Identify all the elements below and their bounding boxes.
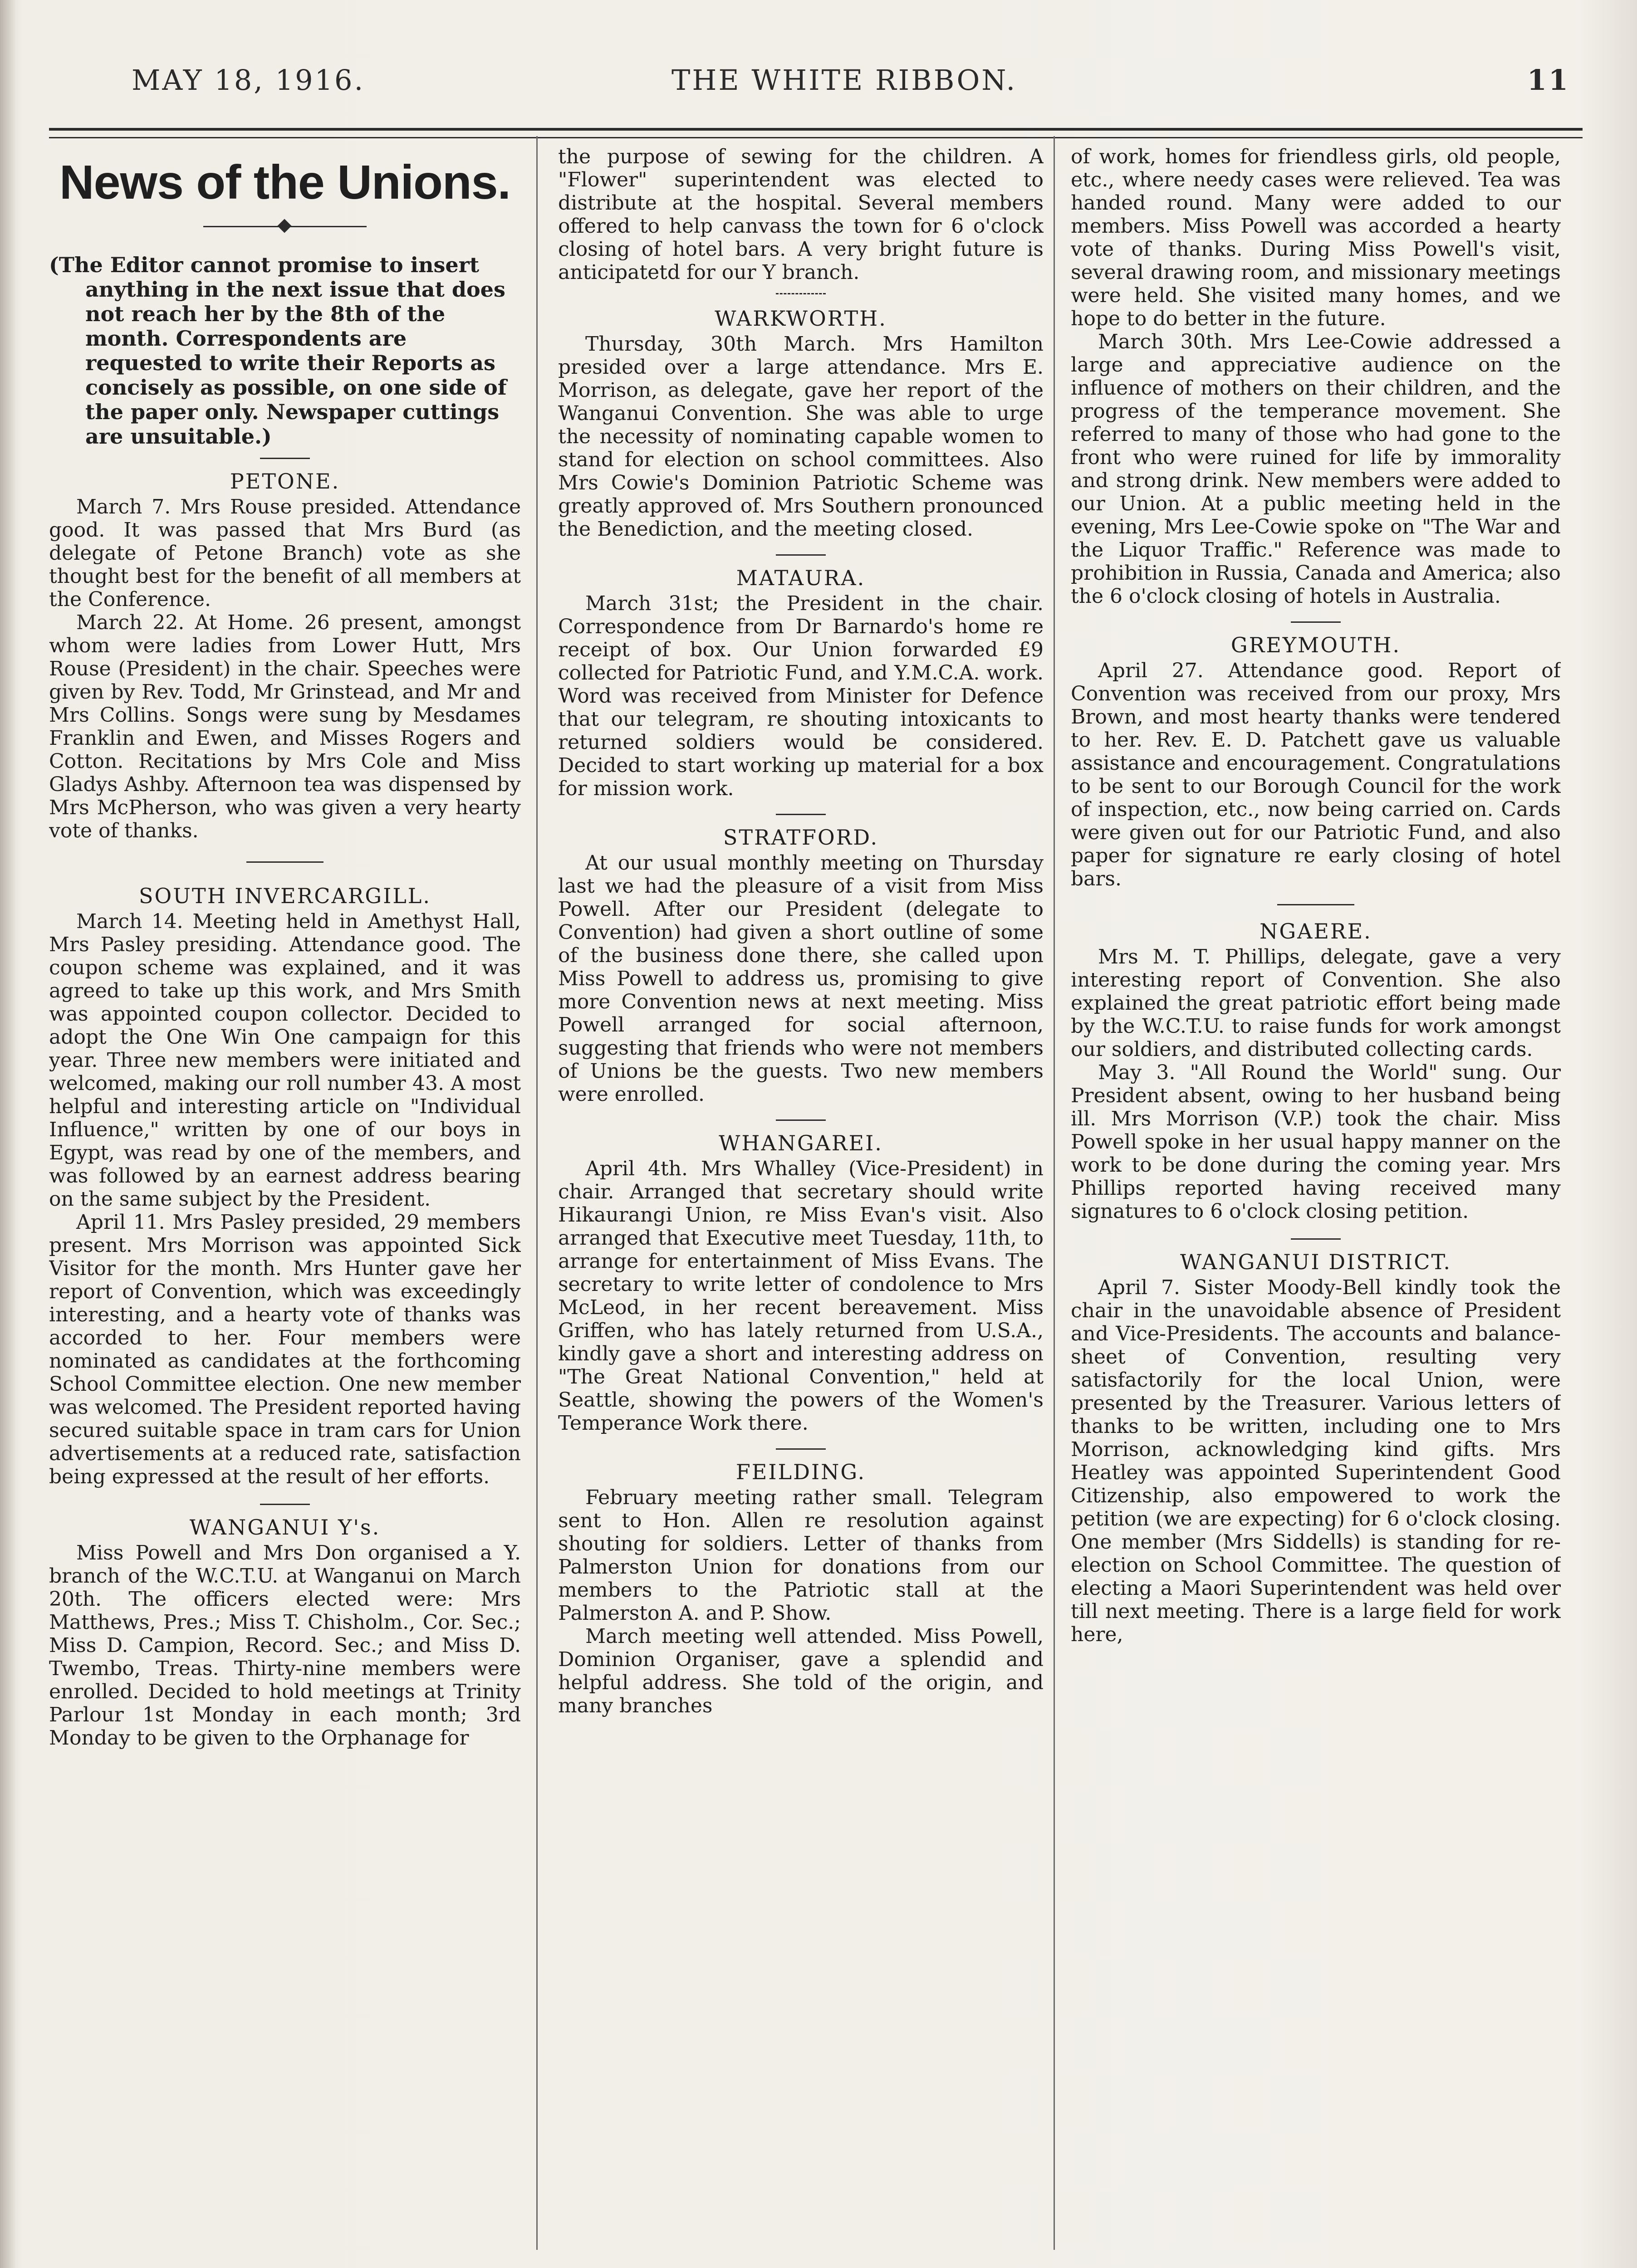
report-paragraph: May 3. "All Round the World" sung. Our President absent, owing to her husband being ill. Mrs Morrison (V.P.) took the chair. Miss Powell spoke in her usual happy manner on the work to be done during the coming year. Mrs Phillips reported having received many signatures to 6 o'clock closing petition. (1071, 1061, 1561, 1223)
divider (776, 554, 826, 556)
continued-text (558, 145, 1044, 284)
union-report-warkworth (558, 306, 1044, 541)
union-report-wanganui-ys (49, 1515, 521, 1750)
union-report-south-invercargill (49, 884, 521, 1488)
divider (246, 861, 323, 863)
column-1 (49, 145, 521, 2268)
union-heading: WANGANUI DISTRICT. (1180, 1250, 1452, 1274)
issue-date: MAY 18, 1916. (132, 64, 365, 97)
page-binding-edge (0, 0, 15, 2268)
union-report-whangarei (558, 1131, 1044, 1435)
divider (260, 1504, 310, 1505)
column-separator (536, 136, 538, 2250)
union-report-mataura (558, 566, 1044, 800)
section-masthead: News of the Unions. (59, 156, 510, 209)
report-paragraph: April 11. Mrs Pasley presided, 29 members present. Mrs Morrison was appointed Sick Visitor for the month. Mrs Hunter gave her report of Convention, which was exceedingly interesting, and a hearty vote of thanks was accorded to her. Four members were nominated as candidates at the forthcoming School Committee election. One new member was welcomed. The President reported having secured suitable space in tram cars for Union advertisements at a reduced rate, satisfaction being expressed at the result of her efforts. (49, 1211, 521, 1488)
union-heading: WHANGAREI. (719, 1131, 883, 1155)
report-paragraph: of work, homes for friendless girls, old people, etc., where needy cases were relieved. Tea was handed round. Many were added to our members. Miss Powell was accorded a hearty vote of thanks. During Miss Powell's visit, several drawing room, and missionary meetings were held. She visited many homes, and we hope to do better in the future. (1071, 145, 1561, 330)
divider (1291, 1238, 1341, 1240)
report-paragraph: April 4th. Mrs Whalley (Vice-President) in chair. Arranged that secretary should write Hikaurangi Union, re Miss Evan's visit. Also arranged that Executive meet Tuesday, 11th, to arrange for entertainment of Miss Evans. The secretary to write letter of condolence to Mrs McLeod, in her recent bereavement. Miss Griffen, who has lately returned from U.S.A., kindly gave a short and interesting address on "The Great National Convention," held at Seattle, showing the powers of the Women's Temperance Work there. (558, 1157, 1044, 1435)
report-paragraph: April 27. Attendance good. Report of Convention was received from our proxy, Mrs Brown, and most hearty thanks were tendered to her. Rev. E. D. Patchett gave us valuable assistance and encouragement. Congratulations to be sent to our Borough Council for the work of inspection, etc., now being carried on. Cards were given out for our Patriotic Fund, and also paper for signature re early closing of hotel bars. (1071, 659, 1561, 890)
report-paragraph: March 22. At Home. 26 present, amongst whom were ladies from Lower Hutt, Mrs Rouse (President) in the chair. Speeches were given by Rev. Todd, Mr Grinstead, and Mr and Mrs Collins. Songs were sung by Mesdames Franklin and Ewen, and Misses Rogers and Cotton. Recitations by Mrs Cole and Miss Gladys Ashby. Afternoon tea was dispensed by Mrs McPherson, who was given a very hearty vote of thanks. (49, 611, 521, 842)
report-paragraph: March 30th. Mrs Lee-Cowie addressed a large and appreciative audience on the influence of mothers on their children, and the progress of the temperance movement. She referred to many of those who had gone to the front who were ruined for life by immorality and strong drink. New members were added to our Union. At a public meeting held in the evening, Mrs Lee-Cowie spoke on "The War and the Liquor Traffic." Reference was made to prohibition in Russia, Canada and America; also the 6 o'clock closing of hotels in Australia. (1071, 330, 1561, 608)
header-double-rule (49, 128, 1583, 138)
union-heading: MATAURA. (736, 566, 866, 590)
column-separator (1054, 136, 1055, 2250)
union-heading: GREYMOUTH. (1230, 633, 1401, 657)
union-report-stratford (558, 825, 1044, 1106)
union-report-petone (49, 469, 521, 842)
divider (776, 1448, 826, 1450)
divider (1277, 904, 1354, 905)
report-paragraph: March 31st; the President in the chair. Correspondence from Dr Barnardo's home re receipt of box. Our Union forwarded £9 collected for Patriotic Fund, and Y.M.C.A. work. Word was received from Minister for Defence that our telegram, re shouting intoxicants to returned soldiers would be considered. Decided to start working up material for a box for mission work. (558, 592, 1044, 800)
column-3 (1071, 145, 1561, 2268)
continued-text (1071, 145, 1561, 608)
union-report-feilding (558, 1460, 1044, 1717)
union-heading: NGAERE. (1260, 919, 1372, 943)
union-report-wanganui-district (1071, 1250, 1561, 1646)
report-paragraph: Mrs M. T. Phillips, delegate, gave a very interesting report of Convention. She also explained the great patriotic effort being made by the W.C.T.U. to raise funds for work amongst our soldiers, and distributed collecting cards. (1071, 945, 1561, 1061)
report-paragraph: Miss Powell and Mrs Don organised a Y. branch of the W.C.T.U. at Wanganui on March 20th. The officers elected were: Mrs Matthews, Pres.; Miss T. Chisholm., Cor. Sec.; Miss D. Campion, Record. Sec.; and Miss D. Twembo, Treas. Thirty-nine members were enrolled. Decided to hold meetings at Trinity Parlour 1st Monday in each month; 3rd Monday to be given to the Orphanage for (49, 1541, 521, 1750)
divider (776, 293, 826, 294)
column-2 (558, 145, 1044, 2268)
union-heading: PETONE. (230, 469, 340, 494)
diamond-ornament-icon (277, 219, 291, 233)
page-number: 11 (1527, 64, 1570, 97)
union-heading: FEILDING. (735, 1460, 866, 1484)
publication-title: THE WHITE RIBBON. (671, 64, 1017, 97)
report-paragraph: the purpose of sewing for the children. A "Flower" superintendent was elected to distribute at the hospital. Several members offered to help canvass the town for 6 o'clock closing of hotel bars. A very bright future is anticipatetd for our Y branch. (558, 145, 1044, 284)
ornamental-rule (203, 226, 367, 233)
report-paragraph: At our usual monthly meeting on Thursday last we had the pleasure of a visit from Miss Powell. After our President (delegate to Convention) had given a short outline of some of the business done there, she called upon Miss Powell to address us, promising to give more Convention news at next meeting. Miss Powell arranged for social afternoon, suggesting that friends who were not members of Unions be the guests. Two new members were enrolled. (558, 851, 1044, 1106)
divider (776, 814, 826, 815)
report-paragraph: Thursday, 30th March. Mrs Hamilton presided over a large attendance. Mrs E. Morrison, as delegate, gave her report of the Wanganui Convention. She was able to urge the necessity of nominating capable women to stand for election on school committees. Also Mrs Cowie's Dominion Patriotic Scheme was greatly approved of. Mrs Southern pronounced the Benediction, and the meeting closed. (558, 332, 1044, 541)
divider (776, 1119, 826, 1121)
editor-note: (The Editor cannot promise to insert anything in the next issue that does not reach her by the 8th of the month. Correspondents are requested to write their Reports as concisely as possible, on one side of the paper only. Newspaper cuttings are unsuitable.) (49, 253, 507, 449)
union-heading: SOUTH INVERCARGILL. (139, 884, 431, 908)
report-paragraph: February meeting rather small. Telegram sent to Hon. Allen re resolution against shouting for soldiers. Letter of thanks from Palmerston Union for donations from our members to the Patriotic stall at the Palmerston A. and P. Show. (558, 1486, 1044, 1625)
union-report-ngaere (1071, 919, 1561, 1223)
report-paragraph: April 7. Sister Moody-Bell kindly took the chair in the unavoidable absence of President and Vice-Presidents. The accounts and balance-sheet of Convention, resulting very satisfactorily for the local Union, were presented by the Treasurer. Various letters of thanks to be written, including one to Mrs Morrison, acknowledging kind gifts. Mrs Heatley was appointed Superintendent Good Citizenship, also empowered to work the petition (we are expecting) for 6 o'clock closing. One member (Mrs Siddells) is standing for re-election on School Committee. The question of electing a Maori Superintendent was held over till next meeting. There is a large field for work here, (1071, 1276, 1561, 1646)
divider (1291, 621, 1341, 623)
union-heading: WANGANUI Y's. (189, 1515, 381, 1540)
report-paragraph: March 14. Meeting held in Amethyst Hall, Mrs Pasley presiding. Attendance good. The coupon scheme was explained, and it was agreed to take up this work, and Mrs Smith was appointed coupon collector. Decided to adopt the One Win One campaign for this year. Three new members were initiated and welcomed, making our roll number 43. A most helpful and interesting article on "Individual Influence," written by one of our boys in Egypt, was read by one of the members, and was followed by an earnest address bearing on the same subject by the President. (49, 910, 521, 1211)
report-paragraph: March 7. Mrs Rouse presided. Attendance good. It was passed that Mrs Burd (as delegate of Petone Branch) vote as she thought best for the benefit of all members at the Conference. (49, 495, 521, 611)
union-heading: STRATFORD. (723, 825, 879, 850)
divider (260, 458, 310, 459)
page-header (132, 64, 1583, 113)
report-paragraph: March meeting well attended. Miss Powell, Dominion Organiser, gave a splendid and helpful address. She told of the origin, and many branches (558, 1625, 1044, 1717)
union-report-greymouth (1071, 633, 1561, 890)
union-heading: WARKWORTH. (715, 306, 887, 331)
